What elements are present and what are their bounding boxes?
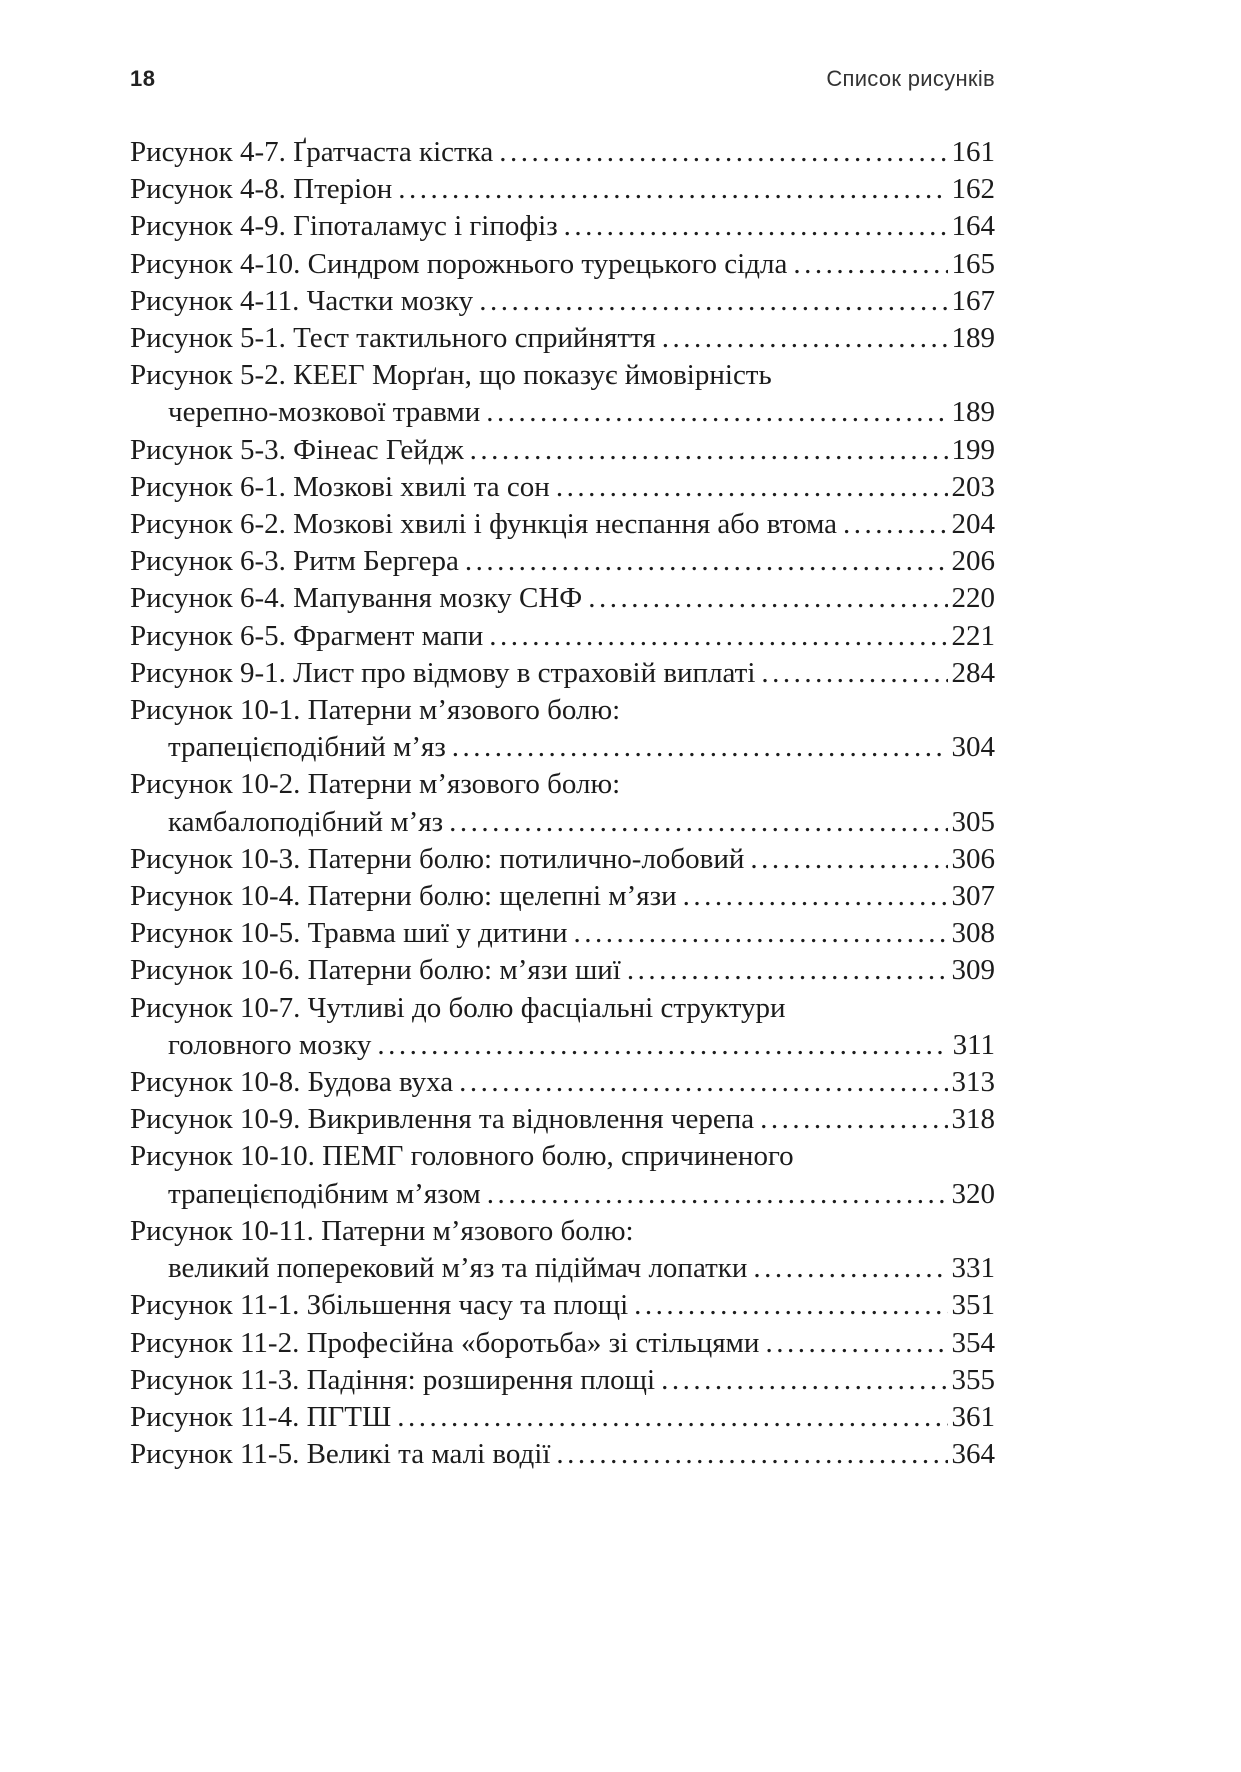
figure-page-number: 164	[951, 210, 995, 243]
dot-leader	[750, 841, 947, 878]
figure-title-text: Рисунок 6-5. Фрагмент мапи	[130, 619, 484, 652]
figure-entry-continuation-line	[130, 1027, 995, 1064]
running-title: Список рисунків	[826, 66, 995, 91]
figure-entry	[130, 1138, 995, 1212]
figure-entry	[130, 1213, 995, 1287]
figure-page-number: 189	[951, 322, 995, 355]
figure-entry	[130, 1101, 995, 1138]
dot-leader	[564, 208, 948, 245]
dot-leader	[793, 246, 947, 283]
figure-entry	[130, 543, 995, 580]
figure-page-number: 364	[951, 1438, 995, 1471]
figure-entry	[130, 692, 995, 766]
dot-leader	[843, 506, 947, 543]
figure-title-text: черепно-мозкової травми	[168, 396, 481, 429]
figure-page-number: 304	[951, 731, 995, 764]
dot-leader	[627, 952, 948, 989]
figure-entry-line	[130, 841, 995, 878]
dot-leader	[459, 1064, 947, 1101]
figure-title-text: Рисунок 4-7. Ґратчаста кістка	[130, 136, 494, 168]
dot-leader	[487, 1176, 948, 1213]
figure-page-number: 355	[951, 1363, 995, 1396]
figure-entry	[130, 432, 995, 469]
figure-entry	[130, 469, 995, 506]
figure-entry-continuation-line	[130, 1250, 995, 1287]
figure-entry-line	[130, 766, 995, 803]
figure-title-text: Рисунок 10-2. Патерни м’язового болю:	[130, 768, 621, 801]
figure-title-text: Рисунок 11-3. Падіння: розширення площі	[130, 1363, 656, 1396]
figure-page-number: 189	[951, 396, 995, 429]
figure-page-number: 308	[951, 917, 995, 950]
figure-entry	[130, 766, 995, 840]
figure-page-number: 206	[951, 545, 995, 578]
figure-entry-line	[130, 1101, 995, 1138]
figure-entry-line	[130, 208, 995, 245]
dot-leader	[765, 1325, 947, 1362]
figure-entry	[130, 1399, 995, 1436]
page-header	[130, 66, 995, 92]
figure-entry-line	[130, 1325, 995, 1362]
figure-entry	[130, 246, 995, 283]
figure-title-text: Рисунок 4-9. Гіпоталамус і гіпофіз	[130, 210, 558, 243]
figure-entry-line	[130, 1213, 995, 1250]
figure-page-number: 351	[951, 1289, 995, 1322]
figure-title-text: великий поперековий м’яз та підіймач лопатки	[168, 1252, 748, 1285]
dot-leader	[377, 1027, 948, 1064]
figure-entry-line	[130, 618, 995, 655]
figure-title-text: Рисунок 10-3. Патерни болю: потилично-лобовий	[130, 842, 745, 875]
figure-entry-line	[130, 171, 995, 208]
figure-title-text: Рисунок 10-9. Викривлення та відновлення черепа	[130, 1103, 755, 1136]
dot-leader	[449, 804, 947, 841]
figure-entry-line	[130, 952, 995, 989]
figure-entry-line	[130, 655, 995, 692]
figure-page-number: 361	[951, 1400, 995, 1433]
figure-title-text: Рисунок 6-4. Мапування мозку СНФ	[130, 582, 583, 615]
figure-entry	[130, 357, 995, 431]
figure-entry	[130, 506, 995, 543]
figure-entry	[130, 841, 995, 878]
figure-entry-line	[130, 580, 995, 617]
dot-leader	[479, 283, 947, 320]
figure-title-text: Рисунок 9-1. Лист про відмову в страховій виплаті	[130, 656, 756, 689]
dot-leader	[761, 655, 947, 692]
dot-leader	[470, 432, 948, 469]
figure-entry-line	[130, 1064, 995, 1101]
dot-leader	[398, 171, 947, 208]
figure-entry	[130, 618, 995, 655]
figure-list	[130, 134, 995, 1473]
figure-title-text: Рисунок 11-2. Професійна «боротьба» зі стільцями	[130, 1326, 760, 1359]
figure-page-number: 313	[951, 1066, 995, 1099]
figure-title-text: Рисунок 4-11. Частки мозку	[130, 284, 474, 317]
figure-entry	[130, 580, 995, 617]
figure-page-number: 165	[951, 247, 995, 280]
figure-page-number: 220	[951, 582, 995, 615]
dot-leader	[574, 915, 948, 952]
figure-page-number: 167	[951, 284, 995, 317]
dot-leader	[662, 320, 948, 357]
dot-leader	[452, 729, 948, 766]
figure-entry-line	[130, 134, 995, 171]
figure-page-number: 305	[951, 805, 995, 838]
dot-leader	[556, 1436, 947, 1473]
dot-leader	[397, 1399, 947, 1436]
figure-title-text: трапецієподібним м’язом	[168, 1177, 481, 1210]
dot-leader	[683, 878, 948, 915]
figure-entry-line	[130, 469, 995, 506]
dot-leader	[753, 1250, 947, 1287]
figure-entry-line	[130, 320, 995, 357]
figure-entry	[130, 320, 995, 357]
figure-entry-line	[130, 432, 995, 469]
figure-entry-line	[130, 543, 995, 580]
figure-entry-line	[130, 357, 995, 394]
figure-entry	[130, 915, 995, 952]
figure-title-text: камбалоподібний м’яз	[168, 805, 444, 838]
figure-entry	[130, 1287, 995, 1324]
figure-page-number: 199	[951, 433, 995, 466]
figure-page-number: 307	[951, 880, 995, 913]
figure-entry	[130, 171, 995, 208]
figure-entry	[130, 990, 995, 1064]
dot-leader	[760, 1101, 947, 1138]
figure-title-text: Рисунок 4-8. Птеріон	[130, 173, 393, 206]
figure-entry	[130, 208, 995, 245]
figure-title-text: Рисунок 10-10. ПЕМГ головного болю, спричиненого	[130, 1140, 794, 1173]
dot-leader	[661, 1362, 947, 1399]
figure-title-text: Рисунок 10-1. Патерни м’язового болю:	[130, 694, 621, 727]
figure-page-number: 306	[951, 842, 995, 875]
figure-entry-line	[130, 990, 995, 1027]
dot-leader	[499, 134, 947, 171]
dot-leader	[556, 469, 948, 506]
figure-title-text: головного мозку	[168, 1028, 372, 1061]
figure-entry-line	[130, 506, 995, 543]
figure-entry-continuation-line	[130, 394, 995, 431]
figure-title-text: Рисунок 4-10. Синдром порожнього турецького сідла	[130, 247, 788, 280]
figure-page-number: 203	[951, 470, 995, 503]
figure-title-text: Рисунок 10-11. Патерни м’язового болю:	[130, 1214, 634, 1247]
figure-page-number: 309	[951, 954, 995, 987]
figure-page-number: 221	[951, 619, 995, 652]
figure-title-text: трапецієподібний м’яз	[168, 731, 446, 764]
figure-entry-line	[130, 1287, 995, 1324]
figure-entry	[130, 878, 995, 915]
figure-page-number: 354	[951, 1326, 995, 1359]
dot-leader	[489, 618, 947, 655]
figure-page-number: 311	[952, 1028, 995, 1061]
figure-entry	[130, 1325, 995, 1362]
figure-entry-line	[130, 878, 995, 915]
figure-title-text: Рисунок 6-3. Ритм Бергера	[130, 545, 459, 578]
dot-leader	[465, 543, 948, 580]
figure-entry	[130, 283, 995, 320]
figure-page-number: 284	[951, 656, 995, 689]
figure-entry-line	[130, 283, 995, 320]
figure-title-text: Рисунок 6-2. Мозкові хвилі і функція неспання або втома	[130, 508, 838, 541]
figure-entry	[130, 655, 995, 692]
figure-title-text: Рисунок 10-7. Чутливі до болю фасціальні структури	[130, 991, 786, 1024]
figure-entry-line	[130, 915, 995, 952]
figure-title-text: Рисунок 5-2. КЕЕГ Морґан, що показує ймовірність	[130, 359, 772, 392]
figure-entry-line	[130, 692, 995, 729]
figure-entry-continuation-line	[130, 1176, 995, 1213]
figure-page-number: 161	[951, 136, 995, 168]
figure-entry-continuation-line	[130, 729, 995, 766]
page-number: 18	[130, 66, 156, 91]
dot-leader	[588, 580, 947, 617]
dot-leader	[634, 1287, 947, 1324]
figure-title-text: Рисунок 11-1. Збільшення часу та площі	[130, 1289, 629, 1322]
dot-leader	[486, 394, 947, 431]
figure-entry	[130, 1362, 995, 1399]
figure-entry-line	[130, 1436, 995, 1473]
figure-title-text: Рисунок 10-4. Патерни болю: щелепні м’язи	[130, 880, 677, 913]
figure-title-text: Рисунок 10-5. Травма шиї у дитини	[130, 917, 568, 950]
figure-title-text: Рисунок 6-1. Мозкові хвилі та сон	[130, 470, 550, 503]
figure-title-text: Рисунок 10-8. Будова вуха	[130, 1066, 454, 1099]
figure-entry-line	[130, 1399, 995, 1436]
figure-entry	[130, 1064, 995, 1101]
figure-page-number: 320	[951, 1177, 995, 1210]
figure-title-text: Рисунок 11-4. ПГТШ	[130, 1400, 392, 1433]
figure-page-number: 331	[951, 1252, 995, 1285]
figure-entry-line	[130, 246, 995, 283]
figure-title-text: Рисунок 5-1. Тест тактильного сприйняття	[130, 322, 656, 355]
figure-title-text: Рисунок 11-5. Великі та малі водії	[130, 1438, 551, 1471]
figure-entry	[130, 1436, 995, 1473]
figure-entry-continuation-line	[130, 804, 995, 841]
figure-entry	[130, 952, 995, 989]
figure-title-text: Рисунок 5-3. Фінеас Гейдж	[130, 433, 464, 466]
figure-entry-line	[130, 1138, 995, 1175]
figure-title-text: Рисунок 10-6. Патерни болю: м’язи шиї	[130, 954, 621, 987]
figure-entry	[130, 134, 995, 171]
figure-page-number: 204	[951, 508, 995, 541]
figure-entry-line	[130, 1362, 995, 1399]
figure-page-number: 162	[951, 173, 995, 206]
figure-page-number: 318	[951, 1103, 995, 1136]
